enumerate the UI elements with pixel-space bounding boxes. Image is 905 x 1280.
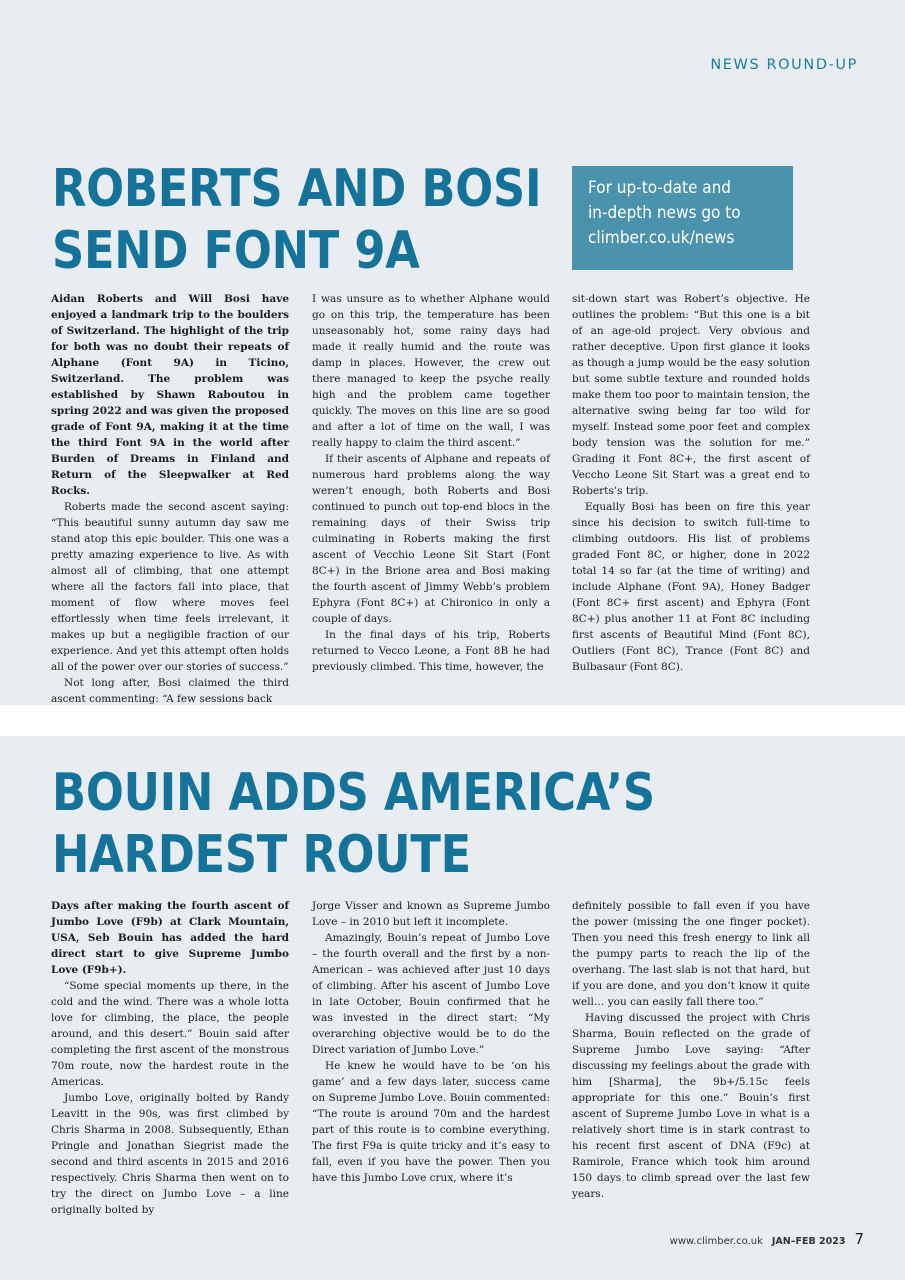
article1-paragraph: sit-down start was Robert’s objective. He outlines the problem: “But this one is a bit of an age-old project. Very obvious and rather deceptive. Upon first glance it looks as though a jump would be the easy solution but some subtle texture and rounded holds make them too poor to maintain tension, the alternative swing being far too wild for myself. Instead some poor feet and complex body tension was the solution for me.” Grading it Font 8C+, the first ascent of Veccho Leone Sit Start was a great end to Roberts’s trip.	[572, 293, 810, 497]
article1-paragraph: Equally Bosi has been on fire this year since his decision to switch full-time to climbing outdoors. His list of problems graded Font 8C, or higher, done in 2022 total 14 so far (at the time of writing) and include Alphane (Font 9A), Honey Badger (Font 8C+ first ascent) and Ephyra (Font 8C+) plus another 11 at Font 8C including first ascents of Beautiful Mind (Font 8C), Outliers (Font 8C), Trance (Font 8C) and Bulbasaur (Font 8C).	[572, 501, 810, 673]
article1-headline-line1: ROBERTS AND BOSI	[52, 159, 542, 219]
article1-paragraph: If their ascents of Alphane and repeats of numerous hard problems along the way weren’t enough, both Roberts and Bosi continued to punch out top-end blocs in the remaining days of their Swiss trip culminating in Roberts making the first ascent of Vecchio Leone Sit Start (Font 8C+) in the Brione area and Bosi making the fourth ascent of Jimmy Webb’s problem Ephyra (Font 8C+) at Chironico in only a couple of days.	[312, 453, 550, 625]
news-promo-line3: climber.co.uk/news	[588, 228, 735, 248]
article2-headline	[52, 762, 655, 886]
article1-paragraph: Roberts made the second ascent saying: “This beautiful sunny autumn day saw me stand atop this epic boulder. This one was a pretty amazing experience to live. As with almost all of climbing, that one attempt where all the factors fall into place, that moment of flow where moves feel effortlessly when time feels irrelevant, it makes up but a negligible fraction of our experience. And yet this attempt often holds all of the power over our stories of success.”	[51, 501, 289, 673]
article2-intro-paragraph: Days after making the fourth ascent of Jumbo Love (F9b) at Clark Mountain, USA, Seb Bouin has added the hard direct start to give Supreme Jumbo Love (F9b+).	[51, 900, 289, 976]
news-promo-line1: For up-to-date and	[588, 178, 732, 198]
article2-paragraph: Jorge Visser and known as Supreme Jumbo Love – in 2010 but left it incomplete.	[312, 900, 550, 928]
news-promo-box	[572, 166, 793, 270]
article2-paragraph: Having discussed the project with Chris Sharma, Bouin reflected on the grade of Supreme Jumbo Love saying: “After discussing my feelings about the grade with him [Sharma], the 9b+/5.15c feels appropriate for this one.” Bouin’s first ascent of Supreme Jumbo Love in what is a relatively short time is in stark contrast to his recent first ascent of DNA (F9c) at Ramirole, France which took him around 150 days to climb spread over the last few years.	[572, 1012, 810, 1200]
article2-paragraph: Amazingly, Bouin’s repeat of Jumbo Love – the fourth overall and the first by a non-American – was achieved after just 10 days of climbing. After his ascent of Jumbo Love in late October, Bouin confirmed that he was invested in the direct start: “My overarching objective would be to do the Direct variation of Jumbo Love.”	[312, 932, 550, 1056]
article1-column-3	[572, 291, 810, 675]
article2-headline-line2: HARDEST ROUTE	[52, 825, 471, 885]
footer-issue-date: JAN–FEB 2023	[771, 1236, 846, 1247]
section-label: NEWS ROUND-UP	[710, 57, 858, 73]
article1-headline	[52, 158, 541, 282]
article2-paragraph: “Some special moments up there, in the cold and the wind. There was a whole lotta love for climbing, the place, the people around, and this desert.” Bouin said after completing the first ascent of the monstrous 70m route, now the hardest route in the Americas.	[51, 980, 289, 1088]
article1-intro-paragraph: Aidan Roberts and Will Bosi have enjoyed a landmark trip to the boulders of Switzerland. The highlight of the trip for both was no doubt their repeats of Alphane (Font 9A) in Ticino, Switzerland. The problem was established by Shawn Raboutou in spring 2022 and was given the proposed grade of Font 9A, making it at the time the third Font 9A in the world after Burden of Dreams in Finland and Return of the Sleepwalker at Red Rocks.	[51, 293, 289, 497]
news-promo-line2: in-depth news go to	[588, 203, 741, 223]
article2-paragraph: definitely possible to fall even if you have the power (missing the one finger pocket). Then you need this fresh energy to link all the pumpy parts to reach the lip of the overhang. The last slab is not that hard, but if you are done, and you don’t know it quite well… you can easily fall there too.”	[572, 900, 810, 1008]
article2-column-1	[51, 898, 289, 1218]
page-number: 7	[854, 1230, 864, 1248]
article2-headline-line1: BOUIN ADDS AMERICA’S	[52, 763, 655, 823]
article1-paragraph: Not long after, Bosi claimed the third ascent commenting: “A few sessions back	[51, 677, 289, 705]
article1-column-1	[51, 291, 289, 707]
article2-column-3	[572, 898, 810, 1202]
article2-paragraph: Jumbo Love, originally bolted by Randy Leavitt in the 90s, was first climbed by Chris Sharma in 2008. Subsequently, Ethan Pringle and Jonathan Siegrist made the second and third ascents in 2015 and 2016 respectively. Chris Sharma then went on to try the direct on Jumbo Love – a line originally bolted by	[51, 1092, 289, 1216]
article1-column-2	[312, 291, 550, 675]
footer-website-link[interactable]: www.climber.co.uk	[669, 1236, 763, 1247]
article2-paragraph: He knew he would have to be ‘on his game’ and a few days later, success came on Supreme Jumbo Love. Bouin commented: “The route is around 70m and the hardest part of this route is to combine everything. The first F9a is quite tricky and it’s easy to fall, even if you have the power. Then you have this Jumbo Love crux, where it’s	[312, 1060, 550, 1184]
page-footer	[670, 1230, 864, 1248]
article1-paragraph: I was unsure as to whether Alphane would go on this trip, the temperature has been unseasonably hot, some rainy days had made it really humid and the route was damp in places. However, the crew out there managed to keep the psyche really high and the problem came together quickly. The moves on this line are so good and after a lot of time on the wall, I was really happy to claim the third ascent.”	[312, 293, 550, 449]
article2-column-2	[312, 898, 550, 1186]
article1-paragraph: In the final days of his trip, Roberts returned to Vecco Leone, a Font 8B he had previously climbed. This time, however, the	[312, 629, 550, 673]
article1-headline-line2: SEND FONT 9A	[52, 221, 420, 281]
